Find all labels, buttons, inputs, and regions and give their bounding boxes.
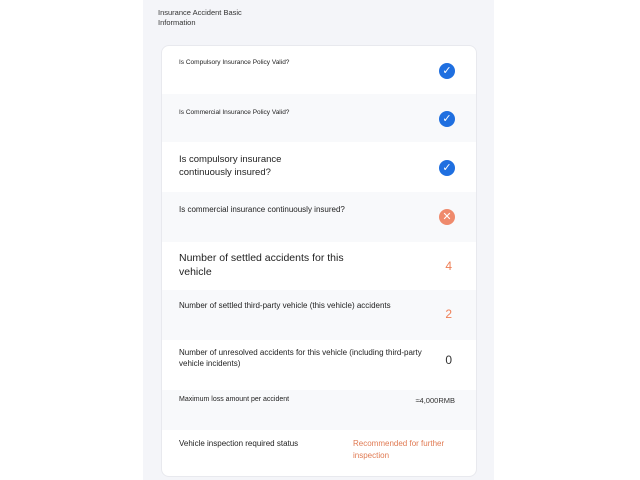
row-label: Number of settled third-party vehicle (this vehicle) accidents xyxy=(179,301,391,310)
check-circle-icon: ✓ xyxy=(439,63,455,79)
list-item xyxy=(162,46,476,94)
row-label: Number of unresolved accidents for this vehicle (including third-party vehicle incidents) xyxy=(179,348,422,368)
check-circle-icon: ✓ xyxy=(439,160,455,176)
insurance-info-card xyxy=(161,45,477,477)
list-item xyxy=(162,242,476,290)
list-item xyxy=(162,340,476,390)
row-label: Is Commercial Insurance Policy Valid? xyxy=(179,109,290,116)
third-party-accidents-count: 2 xyxy=(445,307,452,321)
list-item xyxy=(162,142,476,192)
screen xyxy=(143,0,494,480)
settled-accidents-count: 4 xyxy=(445,259,452,273)
row-label: Vehicle inspection required status xyxy=(179,439,299,448)
list-item xyxy=(162,94,476,142)
check-circle-icon: ✓ xyxy=(439,111,455,127)
list-item xyxy=(162,390,476,430)
section-title: Insurance Accident Basic Information xyxy=(158,8,242,27)
list-item xyxy=(162,430,476,476)
list-item xyxy=(162,192,476,242)
row-label: Is compulsory insurance continuously insured? xyxy=(179,154,282,178)
row-label: Is commercial insurance continuously insured? xyxy=(179,205,345,214)
row-label: Number of settled accidents for this vehicle xyxy=(179,252,344,278)
list-item xyxy=(162,290,476,340)
row-label: Is Compulsory Insurance Policy Valid? xyxy=(179,59,290,66)
cross-circle-icon: ✕ xyxy=(439,209,455,225)
row-label: Maximum loss amount per accident xyxy=(179,396,290,403)
unresolved-accidents-count: 0 xyxy=(445,353,452,367)
inspection-status: Recommended for further inspection xyxy=(353,439,445,460)
max-loss-amount: ≈4,000RMB xyxy=(415,396,455,405)
